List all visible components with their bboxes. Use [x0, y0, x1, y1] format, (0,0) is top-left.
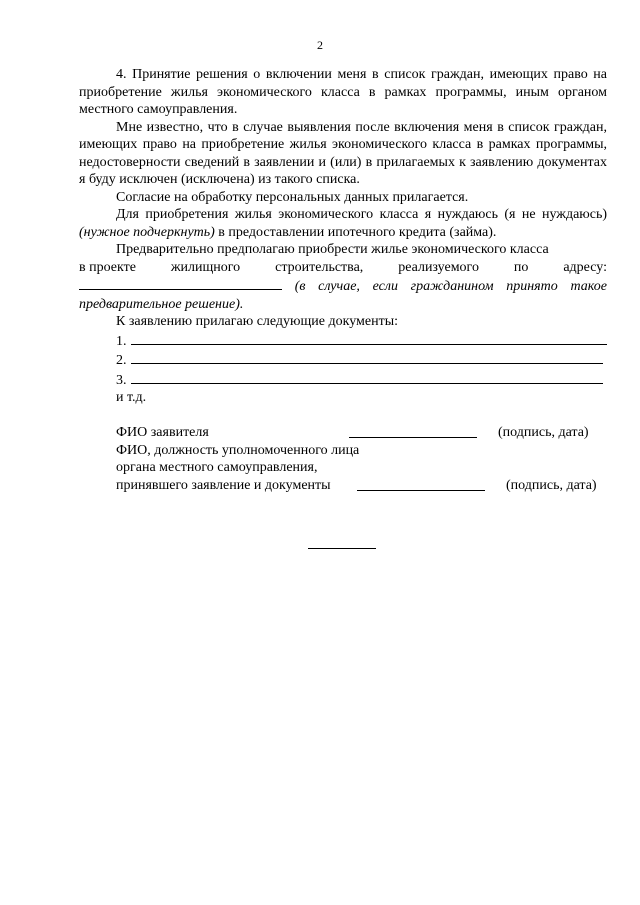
applicant-signature-line: [349, 424, 477, 438]
attachment-blank-line: [131, 331, 608, 345]
page-number: 2: [317, 38, 323, 52]
attachment-blank-line: [131, 350, 604, 364]
attachment-number: 3.: [116, 372, 127, 388]
preliminary-line-1: Предварительно предполагаю приобрести жилье экономического класса: [116, 242, 549, 257]
attachment-blank-line: [131, 370, 604, 384]
preliminary-note: (в случае, если гражданином принято такое предварительное решение).: [79, 279, 608, 312]
preliminary-address: [79, 276, 607, 313]
official-label-line-3: принявшего заявление и документы: [116, 477, 331, 493]
attachment-number: 2.: [116, 353, 127, 368]
preliminary-word: жилищного: [170, 259, 241, 275]
official-label-line-2: органа местного самоуправления,: [116, 460, 318, 475]
paragraph-consent: Согласие на обработку персональных данных прилагается.: [116, 189, 469, 205]
need-note: (нужное подчеркнуть): [79, 224, 215, 240]
official-label-line-1: ФИО, должность уполномоченного лица: [116, 442, 360, 458]
applicant-sign-date: (подпись, дата): [498, 425, 589, 440]
official-signature-row: [79, 477, 607, 495]
preliminary-word: строительства,: [275, 259, 364, 275]
paragraph-mortgage-need: [79, 206, 607, 241]
preliminary-word: в проекте: [79, 259, 136, 275]
need-text-before: Для приобретения жилья экономического класса я нуждаюсь (я не нуждаюсь): [116, 207, 607, 222]
attachment-line-3: [79, 370, 607, 390]
preliminary-line-2: [79, 259, 607, 277]
applicant-label: ФИО заявителя: [116, 425, 209, 440]
attachments-intro: К заявлению прилагаю следующие документы:: [116, 314, 399, 329]
spacer: [79, 407, 607, 425]
attachments-etc: и т.д.: [116, 390, 147, 405]
paragraph-item-4: 4. Принятие решения о включении меня в список граждан, имеющих право на приобретение жилья экономического класса в рамках программы, иным органом местного самоуправления.: [79, 67, 607, 117]
preliminary-word: адресу:: [563, 259, 607, 275]
end-of-document-rule: [308, 548, 376, 549]
preliminary-word: реализуемого: [398, 259, 479, 275]
official-sign-date: (подпись, дата): [506, 477, 597, 493]
attachment-number: 1.: [116, 333, 127, 349]
attachment-line-2: [79, 350, 607, 370]
official-signature-line: [357, 477, 485, 491]
attachment-line-1: [79, 331, 607, 351]
document-body: [79, 66, 607, 494]
address-blank-line: [79, 276, 282, 290]
applicant-signature-row: [79, 424, 607, 442]
need-text-after: в предоставлении ипотечного кредита (займа).: [218, 224, 497, 240]
preliminary-word: по: [513, 259, 529, 275]
paragraph-awareness: Мне известно, что в случае выявления после включения меня в список граждан, имеющих право на приобретение жилья экономического класса в рамках программы, недостоверности сведений в заявлении и (или) в прилагаемых к заявлению документах я буду исключен (исключена) из такого списка.: [79, 119, 607, 187]
